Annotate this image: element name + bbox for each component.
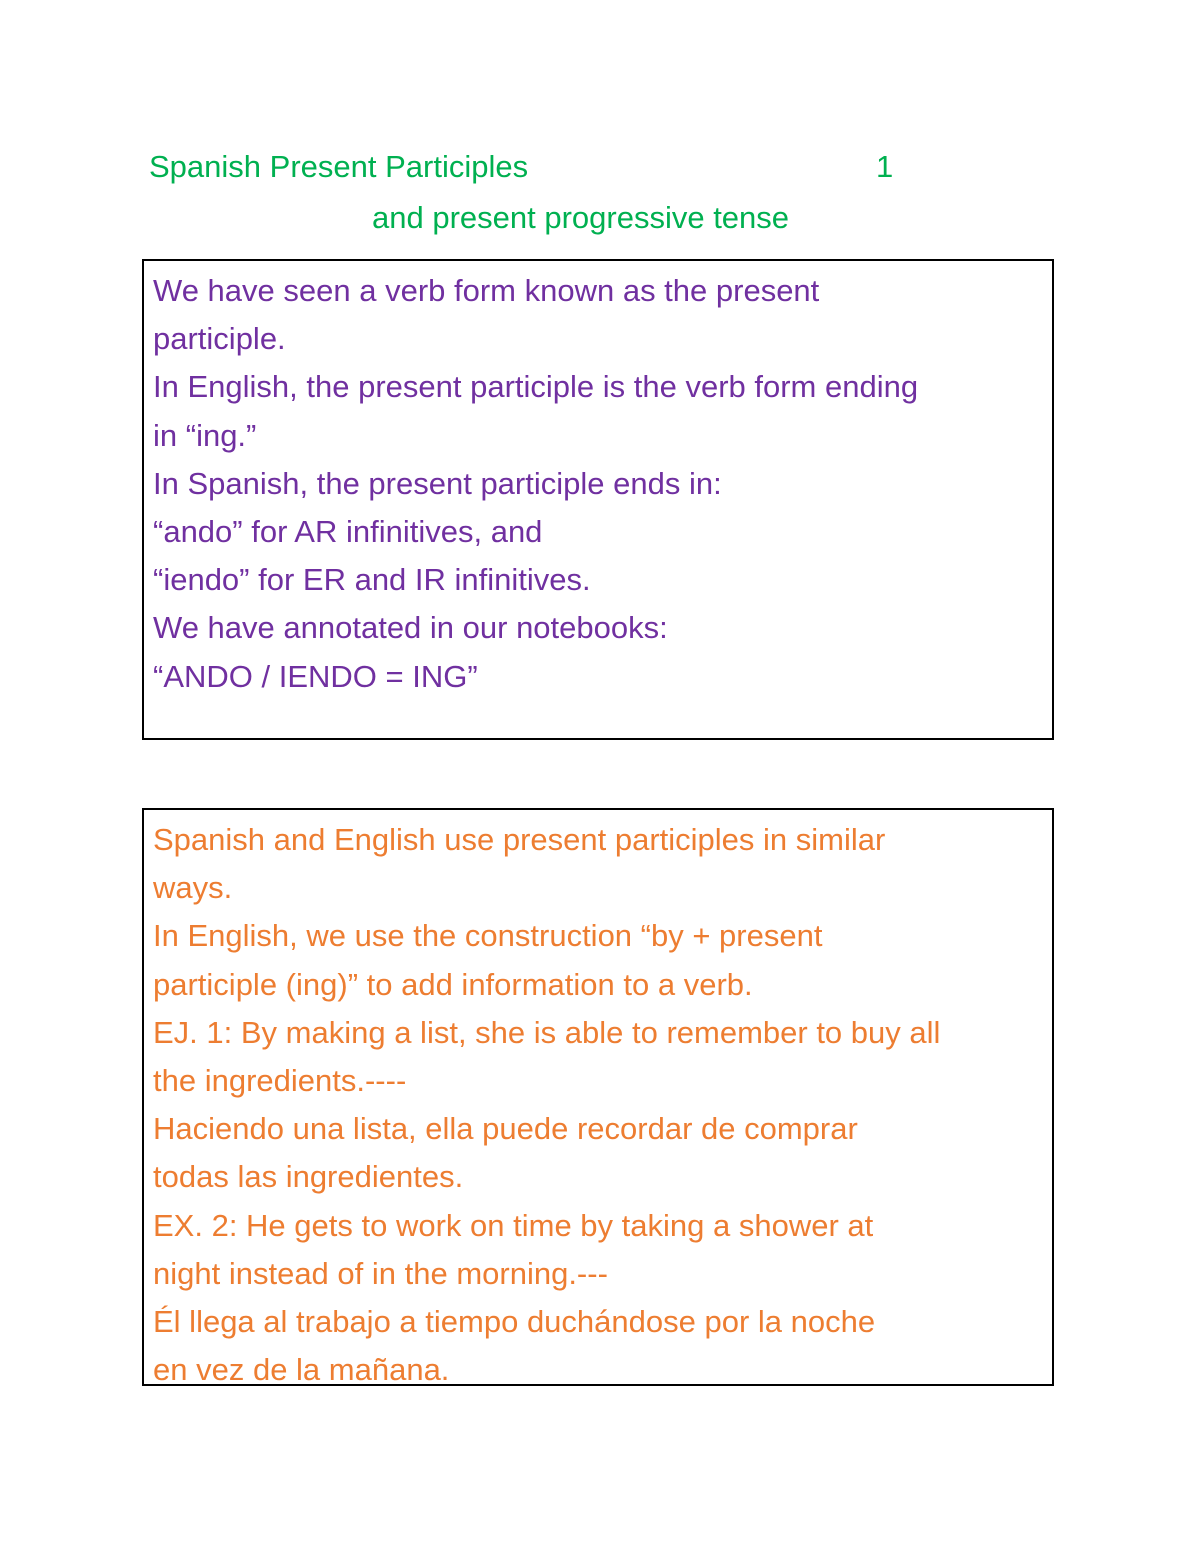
text-line: night instead of in the morning.--- [153, 1255, 608, 1291]
text-line: We have annotated in our notebooks: [153, 610, 668, 646]
text-line: Spanish and English use present participles in similar [153, 822, 886, 857]
text-line: in “ing.” [153, 417, 257, 453]
page-title: Spanish Present Participles [149, 149, 529, 184]
text-line: participle. [153, 321, 286, 357]
present-participle-definition-box [142, 259, 1054, 740]
text-line: In English, we use the construction “by + present [153, 918, 823, 954]
page-subtitle: and present progressive tense [372, 200, 790, 235]
text-line: Él llega al trabajo a tiempo duchándose por la noche [153, 1304, 876, 1340]
text-line: In English, the present participle is the verb form ending [153, 369, 919, 405]
text-line: EX. 2: He gets to work on time by taking a shower at [153, 1207, 874, 1243]
text-line: “ANDO / IENDO = ING” [153, 658, 478, 694]
text-line: EJ. 1: By making a list, she is able to remember to buy all [153, 1014, 941, 1050]
page-number: 1 [876, 149, 894, 184]
text-line: Haciendo una lista, ella puede recordar de comprar [153, 1111, 858, 1147]
text-line: We have seen a verb form known as the present [153, 273, 820, 308]
text-line: ways. [153, 870, 233, 906]
text-line: todas las ingredientes. [153, 1159, 464, 1195]
text-line: participle (ing)” to add information to a verb. [153, 966, 753, 1002]
text-line: “ando” for AR infinitives, and [153, 514, 543, 550]
text-line: en vez de la mañana. [153, 1352, 450, 1388]
usage-examples-box [142, 808, 1054, 1386]
text-line: In Spanish, the present participle ends in: [153, 465, 722, 501]
text-line: “iendo” for ER and IR infinitives. [153, 562, 591, 598]
text-line: the ingredients.---- [153, 1063, 407, 1099]
